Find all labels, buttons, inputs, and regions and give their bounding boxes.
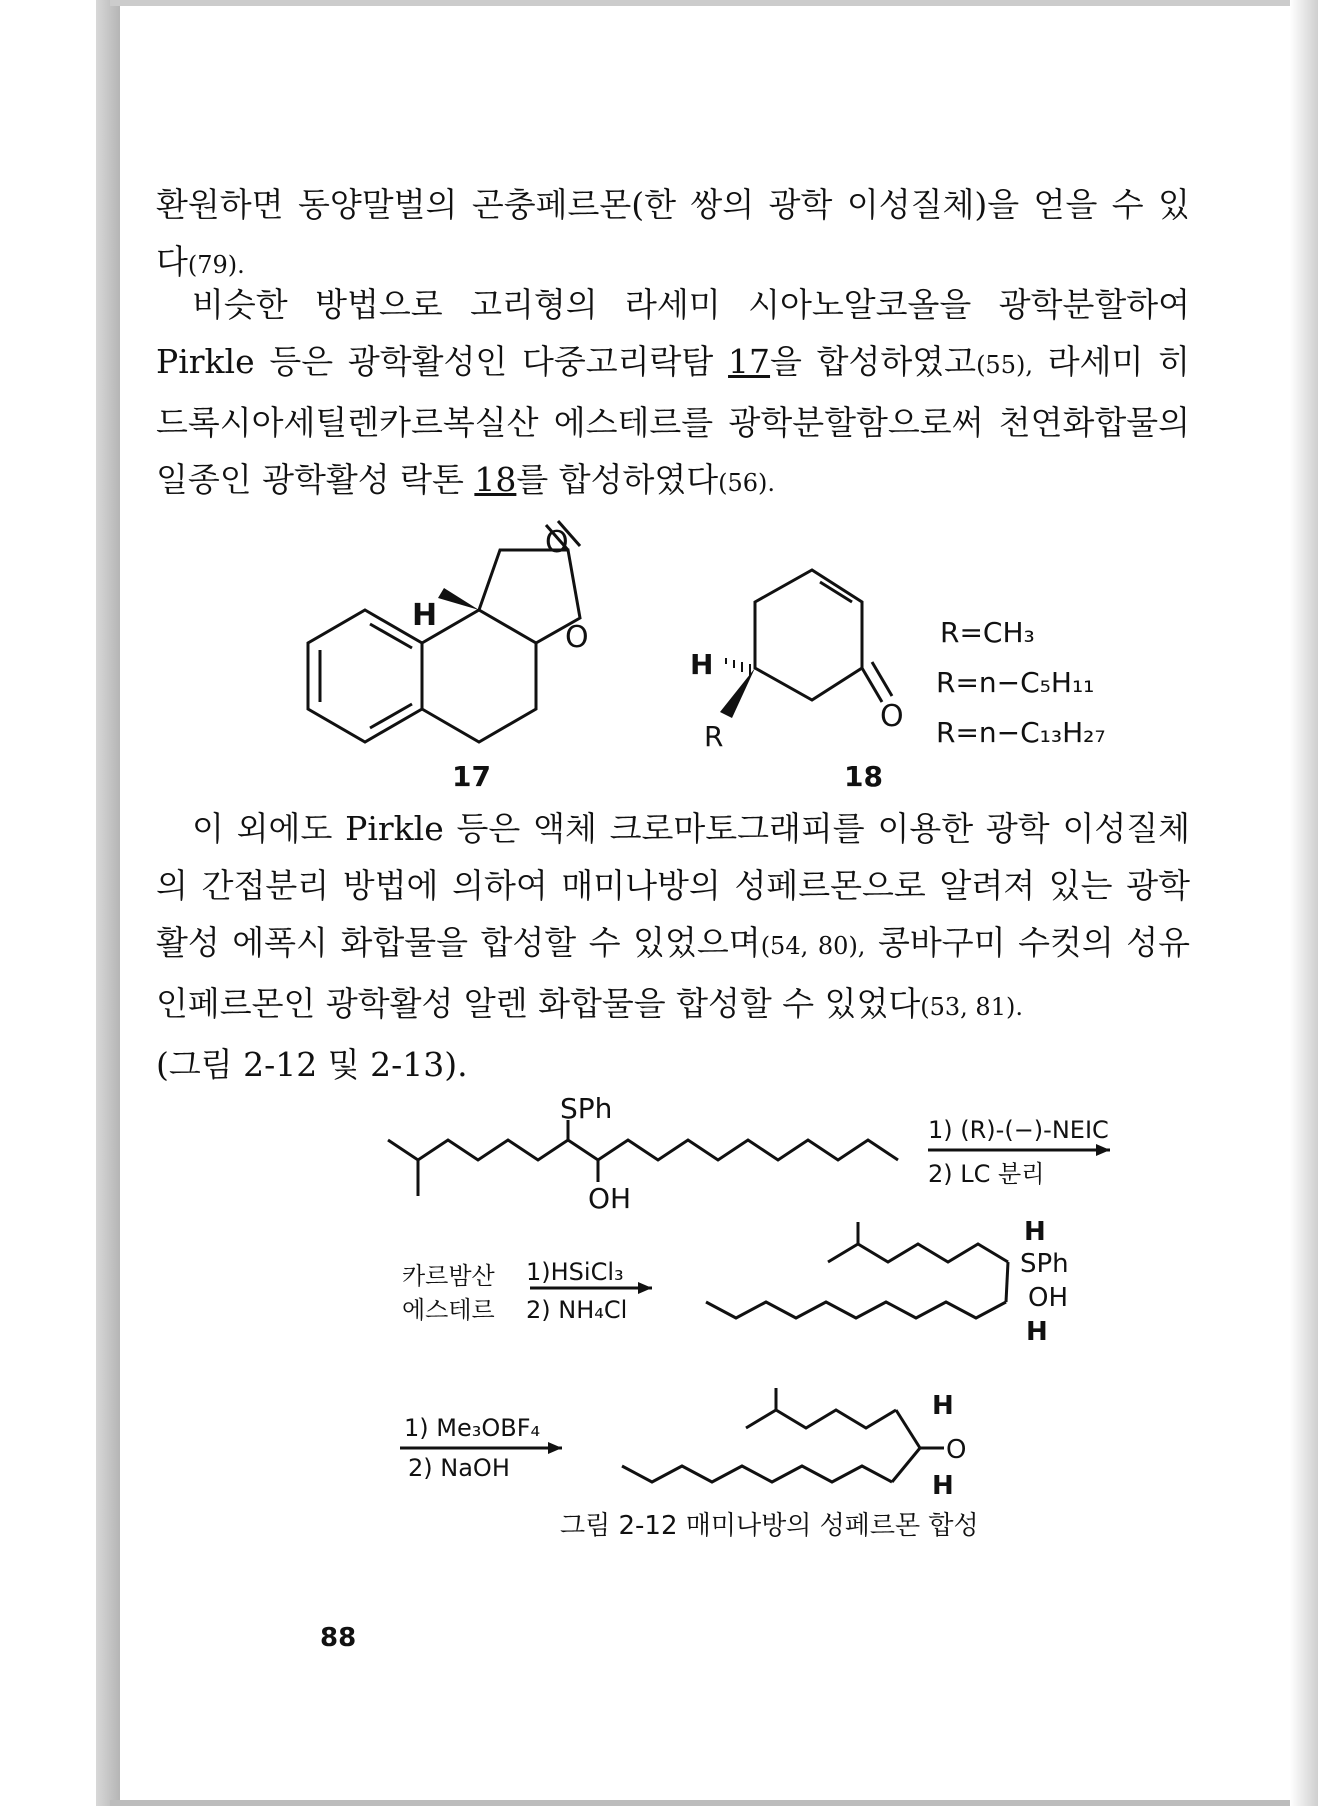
paragraph-2-text-c: 라세미 히드록시아세틸렌카르복실산 에스테르를 광학분할함으로써 천연화합물의 일종인 광학활성 락톤	[156, 342, 1190, 499]
paragraph-2-text-d: 를 합성하였다	[516, 460, 719, 499]
intermediate-name-2: 에스테르	[402, 1296, 495, 1324]
r-option-c13h27: R=n−C₁₃H₂₇	[936, 716, 1106, 749]
arrow-head	[1096, 1144, 1110, 1156]
sph-label: SPh	[560, 1092, 613, 1125]
atom-h: H	[1026, 1317, 1048, 1347]
epoxide-bond	[892, 1448, 920, 1482]
compound-label-17: 17	[452, 760, 491, 793]
arrow-head	[548, 1442, 562, 1454]
atom-o-carbonyl: O	[545, 525, 569, 560]
chain-molecule-2-lower	[706, 1302, 1006, 1318]
chain-molecule-2-upper	[828, 1244, 1008, 1262]
atom-h: H	[412, 598, 438, 633]
epoxide-bond	[896, 1410, 920, 1448]
compound-label-18: 18	[844, 760, 883, 793]
paragraph-2-text-a: 비슷한 방법으로 고리형의 라세미 시아노알코올을 광학분할하여 Pirkle 등은 광학활성인 다중고리락탐	[156, 285, 1190, 381]
atom-h: H	[1024, 1217, 1046, 1247]
chain-molecule-1	[388, 1140, 898, 1160]
atom-o-ring: O	[565, 620, 589, 655]
paragraph-3-text-c: (그림 2-12 및 2-13).	[156, 1045, 468, 1084]
reference: (54, 80),	[760, 932, 866, 960]
atom-o: O	[946, 1435, 967, 1465]
chain-molecule-3-upper	[746, 1410, 896, 1428]
sph-label: SPh	[1020, 1249, 1069, 1279]
central-bond	[1006, 1262, 1008, 1302]
atom-r: R	[704, 720, 724, 753]
atom-h: H	[932, 1391, 954, 1421]
step-2-reagent-2: 2) NH₄Cl	[526, 1296, 628, 1324]
r-option-ch3: R=CH₃	[940, 616, 1035, 649]
atom-o: O	[880, 699, 904, 734]
reference: (55),	[976, 351, 1033, 379]
reference: (56).	[718, 469, 776, 497]
step-1-reagent-1: 1) (R)-(−)-NEIC	[928, 1116, 1109, 1144]
reference: (79).	[187, 251, 245, 279]
oh-label: OH	[588, 1182, 632, 1215]
atom-h: H	[932, 1471, 954, 1501]
atom-h: H	[690, 648, 714, 681]
step-2-reagent-1: 1)HSiCl₃	[526, 1258, 624, 1286]
compound-ref-18: 18	[474, 460, 517, 499]
paragraph-3-text-b: 콩바구미 수컷의 성유인페르몬인 광학활성 알렌 화합물을 합성할 수 있었다	[156, 923, 1191, 1023]
paragraph-2-text-b: 을 합성하였고	[770, 342, 977, 381]
paragraph-3-text-a: 이 외에도 Pirkle 등은 액체 크로마토그래피를 이용한 광학 이성질체의 간접분리 방법에 의하여 매미나방의 성페르몬으로 알려져 있는 광학활성 에폭시 화합물을 합성할 수 있었으며	[156, 809, 1190, 962]
oh-label: OH	[1028, 1283, 1069, 1313]
paragraph-1-text: 환원하면 동양말벌의 곤충페르몬(한 쌍의 광학 이성질체)을 얻을 수 있다	[156, 185, 1190, 281]
r-option-c5h11: R=n−C₅H₁₁	[936, 666, 1095, 699]
compound-ref-17: 17	[728, 342, 771, 381]
chain-molecule-3-lower	[622, 1466, 892, 1482]
page-number: 88	[320, 1623, 357, 1653]
intermediate-name-1: 카르밤산	[402, 1262, 495, 1290]
step-3-reagent-1: 1) Me₃OBF₄	[404, 1414, 541, 1442]
arrow-head	[638, 1282, 652, 1294]
figure-caption: 그림 2-12 매미나방의 성페르몬 합성	[560, 1511, 979, 1541]
step-1-reagent-2: 2) LC 분리	[928, 1160, 1045, 1188]
reference: (53, 81).	[920, 993, 1023, 1021]
step-3-reagent-2: 2) NaOH	[408, 1454, 510, 1482]
